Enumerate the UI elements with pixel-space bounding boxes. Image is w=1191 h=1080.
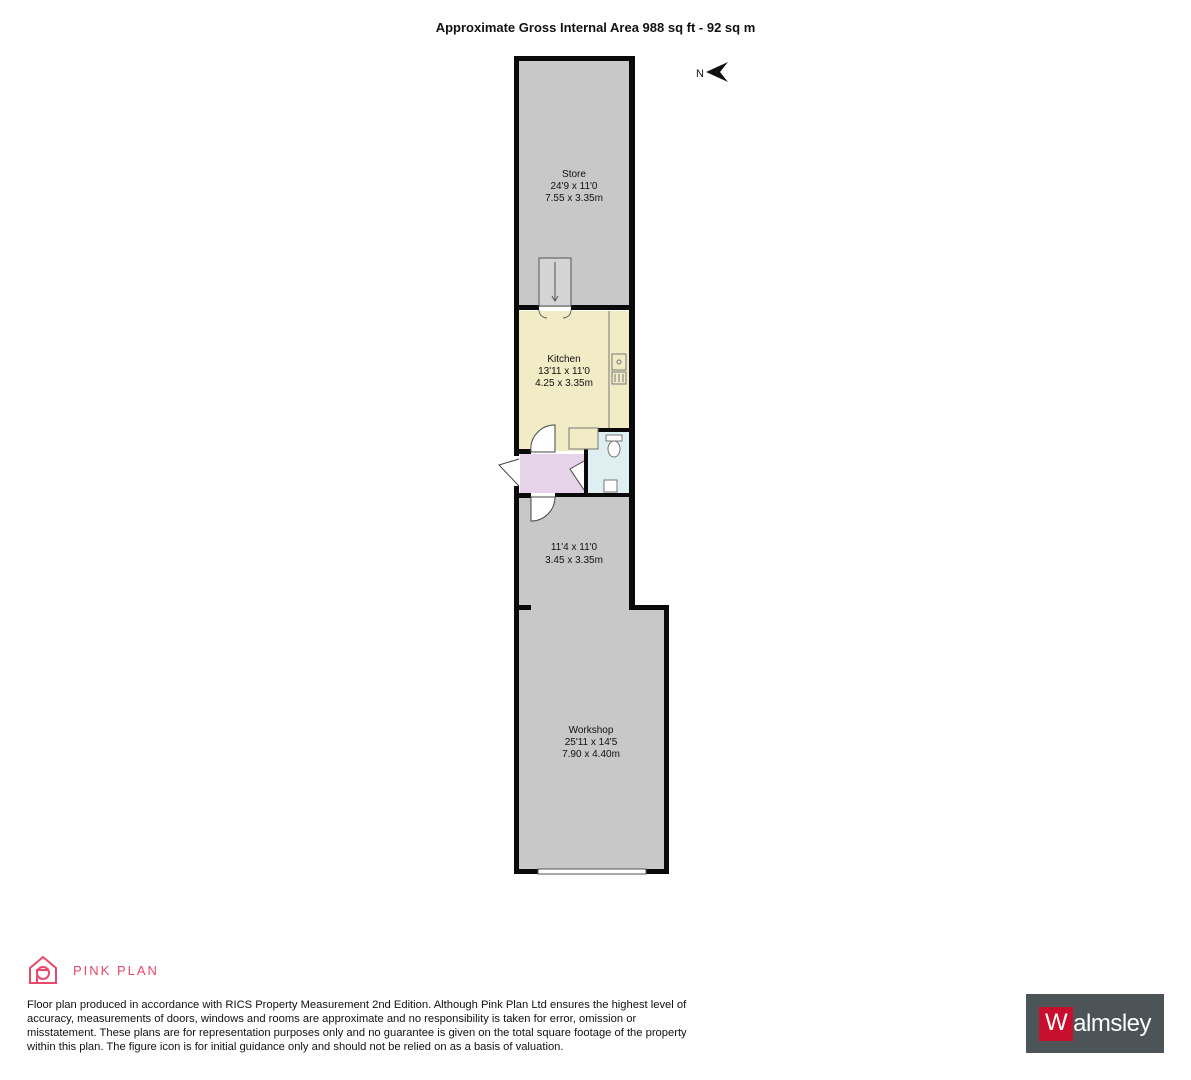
workshop-window <box>538 869 646 874</box>
workshop-name: Workshop <box>568 725 614 736</box>
pink-plan-brand <box>27 954 159 986</box>
middle-metric: 3.45 x 3.35m <box>545 555 603 566</box>
compass-label: N <box>696 68 704 80</box>
kitchen-name: Kitchen <box>547 354 581 365</box>
workshop-metric: 7.90 x 4.40m <box>562 749 620 760</box>
logo-text: almsley <box>1073 1009 1151 1037</box>
logo-mark: W <box>1039 1007 1073 1041</box>
brand-name: PINK PLAN <box>73 962 159 978</box>
kitchen-metric: 4.25 x 3.35m <box>535 378 593 389</box>
disclaimer-text: Floor plan produced in accordance with RICS Property Measurement 2nd Edition. Although Pink Plan Ltd ensures the highest level of accuracy, measurements of doors, windows and rooms are approximate and no responsibility is taken for error, omission or misstatement. These plans are for representation purposes only and no guarantee is given on the total square footage of the property within this plan. The figure icon is for initial guidance only and should not be relied on as a basis of valuation. <box>27 999 687 1053</box>
area-title: Approximate Gross Internal Area 988 sq ft - 92 sq m <box>435 20 756 35</box>
store-metric: 7.55 x 3.35m <box>545 193 603 204</box>
stairs <box>539 258 571 306</box>
middle-imperial: 11'4 x 11'0 <box>550 542 598 553</box>
house-logo-icon <box>27 954 59 986</box>
store-imperial: 24'9 x 11'0 <box>550 181 598 192</box>
store-name: Store <box>562 169 586 180</box>
north-arrow-icon <box>706 62 728 82</box>
kitchen-imperial: 13'11 x 11'0 <box>538 366 590 377</box>
workshop-imperial: 25'11 x 14'5 <box>564 737 618 748</box>
walmsley-logo <box>1026 994 1164 1053</box>
